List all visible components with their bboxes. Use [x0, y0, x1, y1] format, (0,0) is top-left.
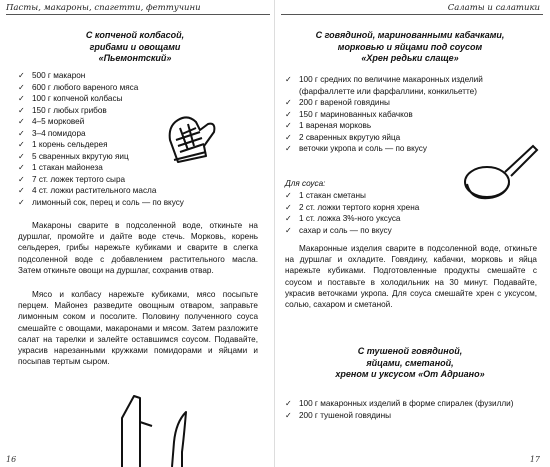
header-rule	[281, 14, 543, 15]
method-paragraph: Макароны сварите в подсоленной воде, откиньте на дуршлаг, промойте и дайте воде стечь. Морковь, корень сельдерея, грибы нарежьте кубиками и сварите в слегка подсоленной воде с добавлением растительного масла. Затем откиньте овощи на дуршлаг, сохранив отвар.	[18, 221, 258, 275]
ingredient-item: ✓ 2 сваренных вкрутую яйца	[285, 132, 525, 144]
ingredient-item: ✓ 100 г макаронных изделий в форме спиралек (фузилли)	[285, 398, 540, 410]
recipe-title-line: «Хрен редьки слаще»	[361, 53, 459, 63]
ingredient-item: ✓ 200 г вареной говядины	[285, 97, 525, 109]
ingredient-item: ✓ 100 г копченой колбасы	[18, 93, 218, 105]
recipe-title-line: С говядиной, маринованными кабачками,	[315, 30, 505, 40]
knife-icon	[100, 392, 190, 467]
ingredient-item: ✓ 7 ст. ложек тертого сыра	[18, 174, 218, 186]
ingredient-item: ✓ сахар и соль — по вкусу	[285, 225, 465, 237]
recipe-title	[30, 30, 240, 65]
ingredient-item: ✓ 5 сваренных вкрутую яиц	[18, 151, 218, 163]
ingredient-item: ✓ 3–4 помидора	[18, 128, 218, 140]
frying-pan-icon	[461, 140, 539, 202]
ingredient-list	[285, 398, 540, 421]
sauce-ingredient-list	[285, 190, 465, 236]
ingredient-item: ✓ 4–5 морковей	[18, 116, 218, 128]
ingredient-item: ✓ 1 стакан сметаны	[285, 190, 465, 202]
recipe-title-line: С тушеной говядиной,	[357, 346, 463, 356]
running-head: Салаты и салатики	[447, 3, 540, 13]
recipe-title-line: грибами и овощами	[89, 41, 181, 52]
recipe-title	[285, 346, 535, 381]
page-number: 16	[6, 455, 17, 464]
ingredient-item: ✓ 500 г макарон	[18, 70, 218, 82]
header-rule	[6, 14, 270, 15]
page-number: 17	[529, 455, 540, 464]
ingredient-item: ✓ 4 ст. ложки растительного масла	[18, 185, 218, 197]
ingredient-item: ✓ лимонный сок, перец и соль — по вкусу	[18, 197, 218, 209]
recipe-title-line: «Пьемонтский»	[98, 53, 172, 63]
recipe-title-line: хреном и уксусом «От Адриано»	[335, 369, 485, 379]
ingredient-item: ✓ 600 г любого вареного мяса	[18, 82, 218, 94]
ingredient-item: ✓ 100 г средних по величине макаронных изделий (фарфаллетте или фарфаллини, конкильетте)	[285, 74, 525, 97]
ingredient-item: ✓ 1 стакан майонеза	[18, 162, 218, 174]
running-head: Пасты, макароны, спагетти, феттучини	[6, 3, 201, 13]
ingredient-item: ✓ 200 г тушеной говядины	[285, 410, 540, 422]
recipe-title	[285, 30, 535, 65]
oven-mitt-icon	[160, 110, 220, 168]
sauce-heading: Для соуса:	[285, 179, 326, 188]
recipe-title-line: яйцами, сметаной,	[366, 357, 454, 368]
ingredient-item: ✓ 2 ст. ложки тертого корня хрена	[285, 202, 465, 214]
method-paragraph: Мясо и колбасу нарежьте кубиками, мясо посыпьте перцем. Майонез разведите овощным отваром, заправьте лимонным соком и посолите. Половину полученного соуса смешайте с овощами, макаронами и мясом. Затем разложите салат на тарелки и залейте оставшимся соусом. Подавайте, украсив нарезанными кружками помидорами и яйцами и посыпав тертым сыром.	[18, 290, 258, 367]
ingredient-item: ✓ 150 г любых грибов	[18, 105, 218, 117]
ingredient-item: ✓ 150 г маринованных кабачков	[285, 109, 525, 121]
recipe-title-line: С копченой колбасой,	[85, 30, 185, 40]
ingredient-item: ✓ 1 корень сельдерея	[18, 139, 218, 151]
ingredient-item: ✓ веточки укропа и соль — по вкусу	[285, 143, 525, 155]
recipe-title-line: морковью и яйцами под соусом	[337, 41, 483, 52]
right-page	[275, 0, 550, 467]
ingredient-item: ✓ 1 вареная морковь	[285, 120, 525, 132]
ingredient-item: ✓ 1 ст. ложка 3%-ного уксуса	[285, 213, 465, 225]
method-paragraph: Макаронные изделия сварите в подсоленной воде, откиньте на дуршлаг и охладите. Говядину, кабачки, морковь и яйца нарежьте кубиками. Подготовленные продукты смешайте с соусом и поставьте в холодильник на 30 минут. Подавайте, украсив веточками укропа. Для соуса смешайте хрен с уксусом, солью, сахаром и сметаной.	[285, 244, 537, 310]
